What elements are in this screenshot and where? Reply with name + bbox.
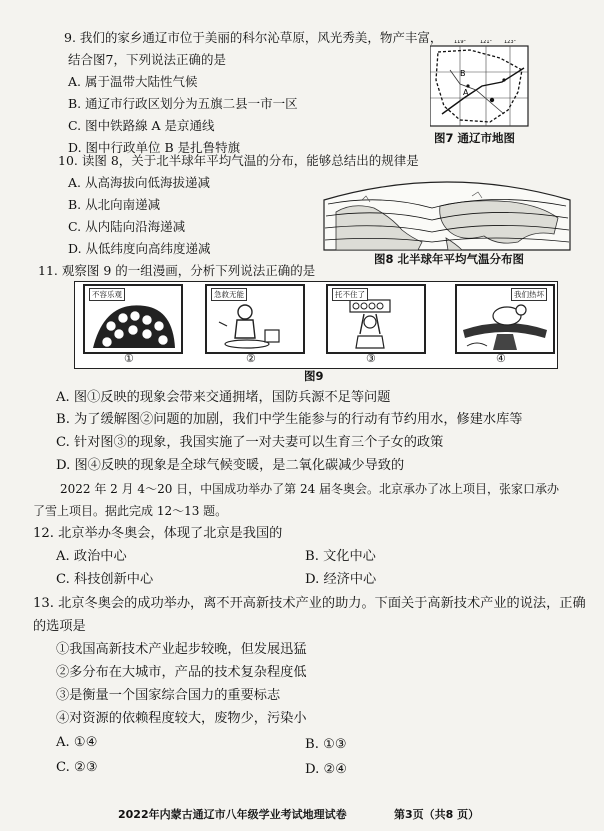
- winter-olympics-intro-line2: 了雪上项目。据此完成 12～13 题。: [33, 504, 228, 518]
- q12-option-b: B. 文化中心: [305, 549, 376, 564]
- footer-exam-title: 2022年内蒙古通辽市八年级学业考试地理试卷: [118, 808, 347, 821]
- footer-page-number: 第3页（共8 页）: [394, 808, 480, 821]
- q13-stem-line2: 的选项是: [33, 619, 86, 634]
- q10-option-b: B. 从北向南递减: [68, 197, 161, 212]
- fig9-caption: 图9: [304, 369, 324, 383]
- q12-stem: 12. 北京举办冬奥会，体现了北京是我国的: [33, 526, 283, 541]
- q12-option-a: A. 政治中心: [56, 549, 127, 564]
- map-label-a: A: [463, 88, 469, 97]
- map-label-b: B: [460, 69, 466, 78]
- q10-stem: 10. 读图 8，关于北半球年平均气温的分布，能够总结出的规律是: [58, 153, 419, 168]
- map-tick-119: 119°: [454, 40, 467, 45]
- comic-panel-1-number: ①: [124, 352, 134, 365]
- q9-option-a: A. 属于温带大陆性气候: [68, 74, 198, 89]
- isotherm-map-figure: [322, 172, 572, 254]
- comic-panel-1: [83, 284, 183, 354]
- q13-option-a: A. ①④: [56, 735, 98, 750]
- q11-option-d: D. 图④反映的现象是全球气候变暖，是二氧化碳减少导致的: [56, 458, 405, 473]
- q10-option-c: C. 从内陆向沿海递减: [68, 219, 186, 234]
- q9-stem-line2: 结合图7，下列说法正确的是: [68, 52, 226, 67]
- fig7-caption: 图7 通辽市地图: [434, 131, 516, 145]
- comic-panel-4-number: ④: [496, 352, 506, 365]
- comic-panel-1-tag: 不容乐观: [89, 288, 125, 301]
- q12-option-c: C. 科技创新中心: [56, 572, 154, 587]
- q13-stem-line1: 13. 北京冬奥会的成功举办，离不开高新技术产业的助力。下面关于高新技术产业的说法，正确: [33, 596, 586, 611]
- q11-option-a: A. 图①反映的现象会带来交通拥堵，国防兵源不足等问题: [56, 390, 391, 405]
- comic-panel-3-number: ③: [366, 352, 376, 365]
- tongliao-map-figure: [430, 40, 530, 128]
- comic-panel-3-tag: 托不住了: [332, 288, 368, 301]
- fig8-caption: 图8 北半球年平均气温分布图: [374, 252, 525, 266]
- q9-stem-line1: 9. 我们的家乡通辽市位于美丽的科尔沁草原，风光秀美，物产丰富，: [64, 30, 443, 45]
- q10-option-a: A. 从高海拔向低海拔递减: [68, 175, 210, 190]
- q9-option-d: D. 图中行政单位 B 是扎鲁特旗: [68, 140, 241, 155]
- comic-panel-4-tag: 我们热坏: [511, 288, 547, 301]
- q13-option-d: D. ②④: [305, 762, 348, 777]
- map-tick-123: 123°: [504, 40, 517, 45]
- map-tick-121: 121°: [480, 40, 493, 45]
- comic-panel-2-number: ②: [246, 352, 256, 365]
- q11-stem: 11. 观察图 9 的一组漫画，分析下列说法正确的是: [38, 263, 316, 278]
- q9-option-c: C. 图中铁路線 A 是京通线: [68, 118, 215, 133]
- comic-panel-2-tag: 急救无能: [211, 288, 247, 301]
- comic-panel-3: [326, 284, 426, 354]
- q10-option-d: D. 从低纬度向高纬度递减: [68, 241, 211, 256]
- q9-option-b: B. 通辽市行政区划分为五旗二县一市一区: [68, 96, 298, 111]
- q13-item-1: ①我国高新技术产业起步较晚，但发展迅猛: [56, 642, 307, 657]
- q11-option-b: B. 为了缓解图②问题的加剧，我们中学生能参与的行动有节约用水，修建水库等: [56, 412, 523, 427]
- q13-item-2: ②多分布在大城市，产品的技术复杂程度低: [56, 665, 307, 680]
- q13-option-b: B. ①③: [305, 737, 347, 752]
- q13-item-4: ④对资源的依赖程度较大，废物少，污染小: [56, 711, 307, 726]
- comic-panel-4: [455, 284, 555, 354]
- comic-panel-2: [205, 284, 305, 354]
- q12-option-d: D. 经济中心: [305, 572, 377, 587]
- q13-item-3: ③是衡量一个国家综合国力的重要标志: [56, 688, 281, 703]
- q11-option-c: C. 针对图③的现象，我国实施了一对夫妻可以生育三个子女的政策: [56, 435, 444, 450]
- q13-option-c: C. ②③: [56, 760, 98, 775]
- winter-olympics-intro-line1: 2022 年 2 月 4～20 日，中国成功举办了第 24 届冬奥会。北京承办了冰上项目，张家口承办: [60, 482, 560, 496]
